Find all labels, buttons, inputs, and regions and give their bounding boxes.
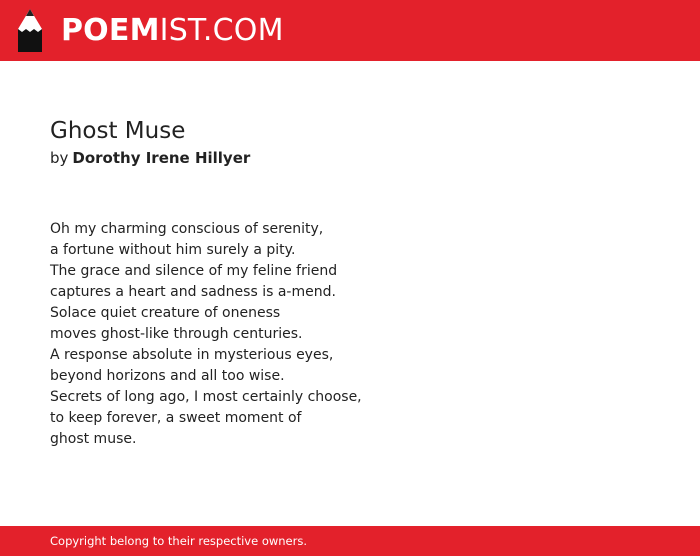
poem-line: Secrets of long ago, I most certainly choose, xyxy=(50,389,362,405)
author-name: Dorothy Irene Hillyer xyxy=(72,149,251,167)
poem-line: captures a heart and sadness is a-mend. xyxy=(50,284,336,300)
poem-body xyxy=(50,219,362,450)
logo-bold-text: POEM xyxy=(61,13,160,48)
poem-line: Oh my charming conscious of serenity, xyxy=(50,221,324,237)
poem-line: moves ghost-like through centuries. xyxy=(50,326,303,342)
poem-line: A response absolute in mysterious eyes, xyxy=(50,347,334,363)
site-footer xyxy=(0,526,700,556)
site-logo[interactable] xyxy=(61,13,284,49)
byline xyxy=(50,148,250,169)
pencil-icon[interactable] xyxy=(16,9,44,52)
logo-light-text: IST.COM xyxy=(159,13,284,48)
site-header xyxy=(0,0,700,61)
poem-line: Solace quiet creature of oneness xyxy=(50,305,281,321)
poem-line: ghost muse. xyxy=(50,431,137,447)
poem-title: Ghost Muse xyxy=(50,118,186,144)
poem-line: beyond horizons and all too wise. xyxy=(50,368,285,384)
poem-line: The grace and silence of my feline friend xyxy=(50,263,338,279)
copyright-text: Copyright belong to their respective owners. xyxy=(50,534,308,548)
by-label: by xyxy=(50,149,69,167)
poem-line: to keep forever, a sweet moment of xyxy=(50,410,302,426)
poem-line: a fortune without him surely a pity. xyxy=(50,242,296,258)
